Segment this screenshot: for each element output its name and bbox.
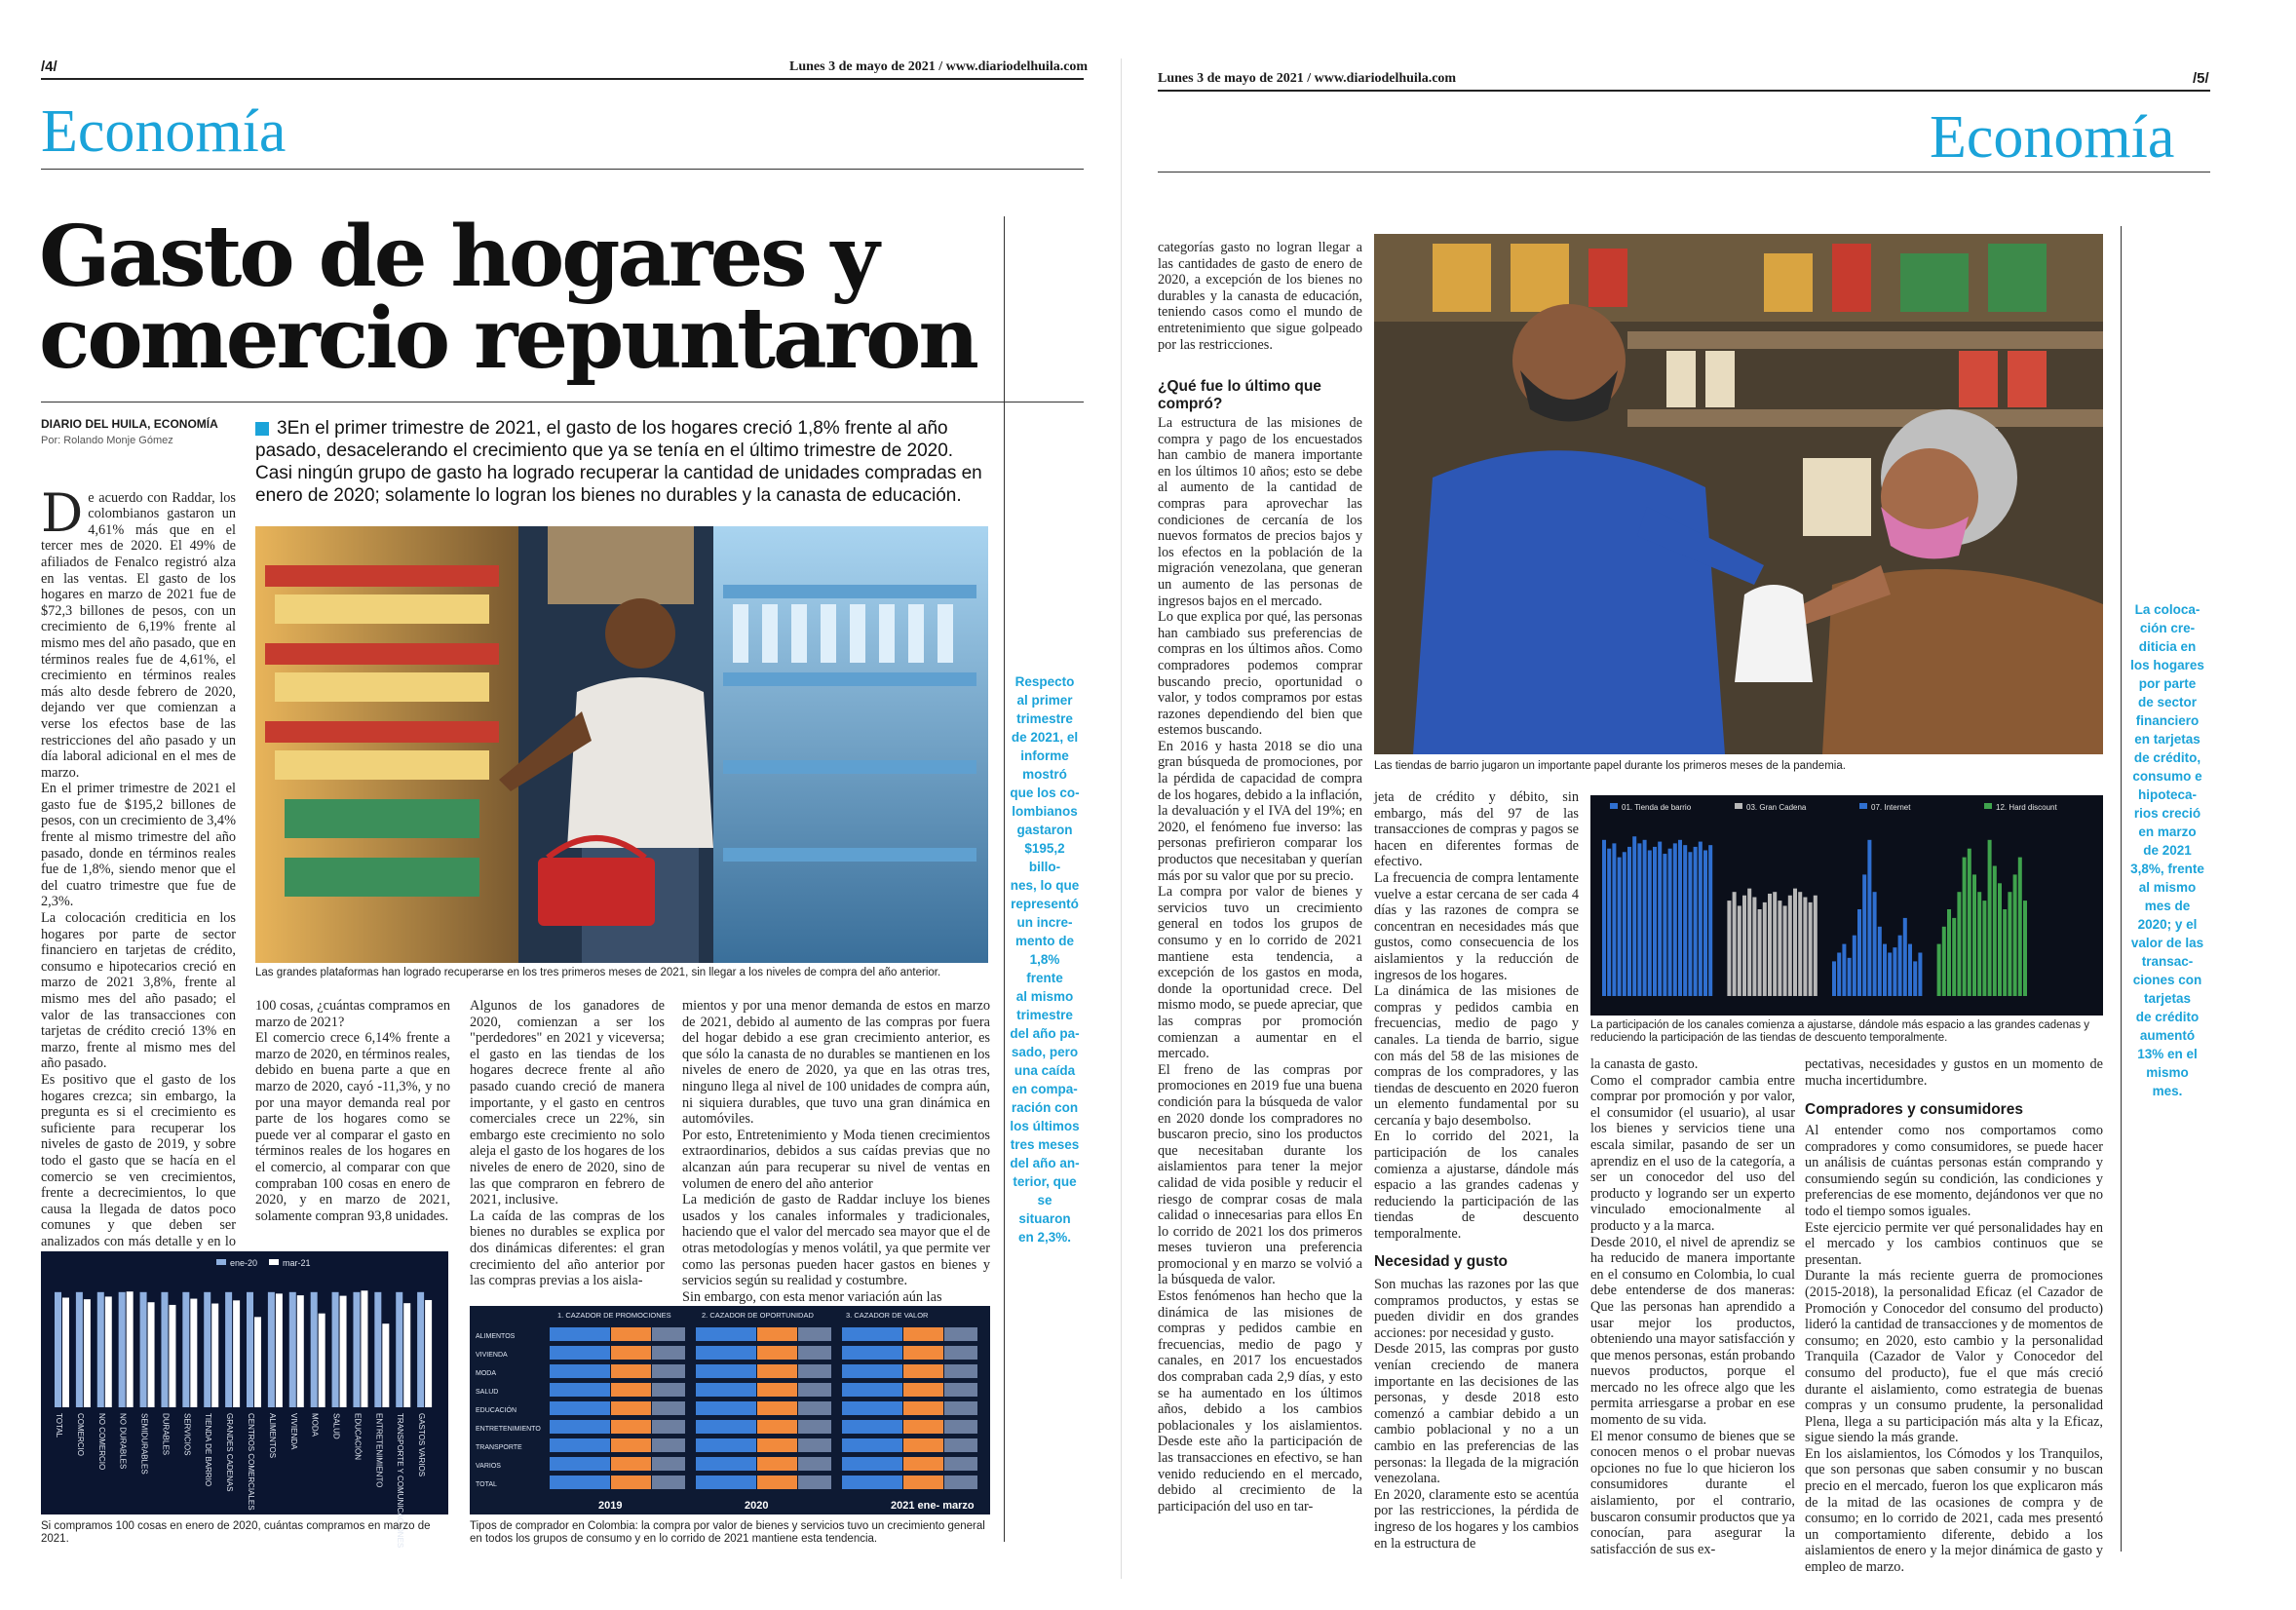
bar	[1607, 849, 1611, 996]
category-label: ENTRETENIMIENTO	[374, 1413, 384, 1488]
bar	[319, 1314, 325, 1407]
sidebar-divider-right	[2121, 226, 2122, 1552]
table-cell	[550, 1476, 610, 1489]
bar	[1699, 842, 1703, 996]
row-label: EDUCACIÓN	[476, 1407, 517, 1414]
column-3: Algunos de los ganadores de 2020, comienzan a ser los "perdedores" en 2021 y viceversa; el gasto en las tiendas de los hogares decrece frente al año pasado cuando creció de manera importante, y el gasto en centros comerciales crece un 22%, sin embargo este crecimiento no solo aleja el gasto de los hogares de los niveles de enero de 2020, sino de las que compraron en febrero de 2021, inclusive. La caída de las compras de los bienes no durables se explica por dos dinámicas diferentes: el gran crecimiento del año anterior por las compras previas a los aisla-	[470, 998, 665, 1289]
bar	[1623, 852, 1626, 996]
bar	[2003, 909, 2007, 996]
bar	[1668, 849, 1672, 996]
bar	[403, 1303, 410, 1407]
table-cell	[903, 1327, 943, 1341]
bar	[76, 1292, 83, 1407]
r-column-3: la canasta de gasto. Como el comprador cambia entre comprar por promoción y por valor, el consumidor (el usuario), al usar los bienes y servicios tiene una escala similar, pasando de ser un aprendiz en el uso de la categoría, a ser un conocedor del uso del producto y logrando ser un experto vinculado emocionalmente al producto y a la marca. Desde 2010, el nivel de aprendiz se ha reducido de manera importante en el consumo en Colombia, lo cual debe entenderse de dos maneras: Que las personas han aprendido a usar mejor los productos, obteniendo una mayor satisfacción y que menos personas, están probando nuevos productos, porque el mercado no les ofrece algo que les permita arriesgarse a probar en ese momento de su vida. El menor consumo de bienes que se conocen menos o el probar nuevas opciones no fue lo que hicieron los consumidores durante el aislamiento, por el contrario, buscaron consumir productos que ya conocían, para asegurar la satisfacción de sus ex-	[1590, 1056, 1795, 1557]
row-label: SALUD	[476, 1389, 499, 1396]
channel-bar-chart	[1590, 795, 2103, 1016]
bar	[1873, 892, 1877, 996]
column-1	[41, 474, 236, 1249]
byline-author: Por: Rolando Monje Gómez	[41, 435, 173, 446]
table-cell	[903, 1346, 943, 1360]
category-label: NO DURABLES	[118, 1413, 128, 1470]
table-cell	[944, 1420, 977, 1434]
category-label: NO COMERCIO	[96, 1413, 106, 1471]
table-cell	[757, 1438, 797, 1452]
table-cell	[944, 1383, 977, 1397]
table-cell	[757, 1420, 797, 1434]
legend-swatch	[269, 1259, 279, 1265]
table-cell	[652, 1383, 685, 1397]
table-cell	[903, 1401, 943, 1415]
bar	[1683, 845, 1687, 996]
bar	[2013, 874, 2017, 996]
table-cell	[842, 1401, 902, 1415]
subhead-compradores-consumidores: Compradores y consumidores	[1805, 1101, 2023, 1118]
table-cell	[696, 1364, 756, 1378]
table-cell	[944, 1327, 977, 1341]
bar	[105, 1296, 112, 1407]
chart-1-caption: Si compramos 100 cosas en enero de 2020, cuántas compramos en marzo de 2021.	[41, 1520, 431, 1545]
bar	[1798, 892, 1802, 996]
table-cell	[611, 1401, 651, 1415]
r-column-1: La estructura de las misiones de compra y pago de los encuestados han cambio de manera importante en los últimos 10 años; esto se debe al aumento de la cantidad de compras para aprovechar las condiciones de cercanía de los nuevos formatos de precios bajos y los efectos en la población de la migración venezolana, que generan un aumento de las personas de ingresos bajos en el mercado. Lo que explica por qué, las personas han cambiado sus preferencias de compras en los últimos años. Como compradores podemos comprar buscando precio, oportunidad o valor, y todos compramos por estas razones dependiendo del bien que estemos buscando. En 2016 y hasta 2018 se dio una gran búsqueda de promociones, por la pérdida de capacidad de compra de los hogares, debido a la inflación, la devaluación y el IVA del 19%; en 2020, el fenómeno fue inverso: las personas prefirieron comparar los productos que necesitaban y querían más por su valor que por su precio. La compra por valor de bienes y servicios tuvo un crecimiento general en todos los grupos de consumo y en lo corrido de 2021 mantiene esta tendencia, a excepción de los gastos en moda, donde la oportunidad crece. Del mismo modo, se puede apreciar, que las compras por promoción comienzan a aumentar en el mercado. El freno de las compras por promociones en 2019 fue una buena condición para la búsqueda de valor en 2020 donde los compradores no buscaron precio, sino los productos que necesitaban durante los aislamientos para tener la mejor calidad de vida posible y reducir el riesgo de comprar cosas de mala calidad o innecesarias para ellos En lo corrido de 2021 los dos primeros meses tuvieron una preferencia promocional y en marzo se volvió a la búsqueda de valor. Estos fenómenos han hecho que la dinámica de las misiones de compras y pedidos cambie en frecuencias, medio de pago y canales, en 2017 los encuestados dos compraban cada 2,9 días, y esto se ha aumentado en los últimos años, debido a los cambios poblacionales y los aislamientos. Desde este año la participación de las transacciones en efectivo, se han venido reduciendo en el mercado, debido al crecimiento de la participación del uso en tar-	[1158, 415, 1362, 1514]
bar	[1952, 918, 1956, 996]
table-cell	[696, 1346, 756, 1360]
bar	[353, 1292, 360, 1407]
table-cell	[696, 1420, 756, 1434]
legend-label: 03. Gran Cadena	[1746, 803, 1807, 812]
bar	[182, 1292, 189, 1407]
table-cell	[757, 1476, 797, 1489]
table-cell	[550, 1346, 610, 1360]
table-cell	[903, 1420, 943, 1434]
dateline: Lunes 3 de mayo de 2021 / www.diariodelhuila.com	[789, 59, 1089, 74]
bar	[1972, 874, 1976, 996]
table-cell	[550, 1438, 610, 1452]
store-photo-caption: Las tiendas de barrio jugaron un importante papel durante los primeros meses de la pandemia.	[1374, 760, 1846, 772]
category-label: SALUD	[331, 1413, 341, 1439]
legend-label: mar-21	[283, 1258, 311, 1268]
bar	[1733, 892, 1737, 996]
page-number: /4/	[41, 58, 57, 75]
byline-org: DIARIO DEL HUILA, ECONOMÍA	[41, 417, 218, 431]
legend-label: 07. Internet	[1871, 803, 1911, 812]
table-cell	[611, 1457, 651, 1471]
category-label: TRANSPORTE Y COMUNICACIONES	[396, 1413, 405, 1549]
bar	[417, 1292, 424, 1407]
store-photo	[1374, 234, 2103, 754]
bar	[374, 1292, 381, 1407]
row-label: TRANSPORTE	[476, 1444, 522, 1451]
bar	[169, 1305, 175, 1407]
sidebar-divider	[1004, 216, 1005, 1542]
bar	[1814, 896, 1818, 996]
bar	[225, 1292, 232, 1407]
table-cell	[944, 1346, 977, 1360]
headline-line-1: Gasto de hogares y	[39, 208, 877, 306]
table-cell	[842, 1327, 902, 1341]
table-cell	[842, 1346, 902, 1360]
table-cell	[944, 1438, 977, 1452]
table-cell	[798, 1420, 831, 1434]
bar	[127, 1291, 134, 1407]
bar	[340, 1296, 347, 1407]
bar	[254, 1317, 261, 1407]
row-label: MODA	[476, 1370, 496, 1377]
dateline-right: Lunes 3 de mayo de 2021 / www.diariodelhuila.com	[1158, 71, 1457, 86]
bar	[425, 1300, 432, 1407]
bar	[2008, 892, 2011, 996]
table-cell	[611, 1476, 651, 1489]
table-cell	[757, 1383, 797, 1397]
bar	[140, 1292, 147, 1407]
table-cell	[696, 1438, 756, 1452]
bar	[1627, 847, 1631, 996]
bar	[1763, 902, 1767, 996]
section-title: Economía	[41, 98, 287, 165]
table-cell	[903, 1476, 943, 1489]
bar	[1632, 836, 1636, 996]
bar	[1703, 850, 1707, 996]
pull-quote-right: La coloca- ción cre- diticia en los hogares por parte de sector financiero en tarjetas de crédito, consumo e hipoteca- rios creció en marzo de 2021 3,8%, frente al mismo mes de 2020; y el valor de las transac- ciones con tarjetas de crédito aumentó 13% en el mismo mes.	[2130, 602, 2204, 1098]
bar	[1837, 953, 1841, 997]
table-cell	[611, 1420, 651, 1434]
table-cell	[798, 1346, 831, 1360]
bar	[1653, 847, 1657, 996]
category-label: ALIMENTOS	[267, 1413, 277, 1459]
bar	[1998, 883, 2002, 996]
table-cell	[611, 1364, 651, 1378]
table-cell	[550, 1383, 610, 1397]
shopper-type-table	[470, 1306, 990, 1514]
bar	[1678, 840, 1682, 996]
bar	[1942, 927, 1946, 996]
neighborhood-store-image	[1374, 234, 2103, 754]
table-cell	[611, 1327, 651, 1341]
table-cell	[550, 1401, 610, 1415]
bar	[1809, 902, 1813, 996]
legend-label: 01. Tienda de barrio	[1622, 803, 1692, 812]
table-cell	[944, 1476, 977, 1489]
bar	[1752, 898, 1756, 996]
bar	[1648, 850, 1652, 996]
table-cell	[798, 1364, 831, 1378]
bar	[1988, 840, 1992, 996]
table-cell	[757, 1364, 797, 1378]
bar	[190, 1299, 197, 1407]
row-label: VARIOS	[476, 1463, 501, 1470]
table-cell	[696, 1457, 756, 1471]
supermarket-shopper-image	[255, 526, 988, 963]
column-2: 100 cosas, ¿cuántas compramos en marzo de 2021? El comercio crece 6,14% frente a marzo de 2020, en términos reales, debido en buena parte a que en marzo de 2020, cayó -11,3%, y no por una mayor demanda real por parte de los hogares como se puede ver al comparar el gasto en términos reales de los hogares en el comercio, al comparar con que compraban 100 cosas en enero de 2020, y en marzo de 2021, solamente compran 93,8 unidades.	[255, 998, 450, 1224]
table-cell	[903, 1457, 943, 1471]
bar	[1937, 944, 1941, 996]
bar	[233, 1300, 240, 1407]
table-cell	[842, 1457, 902, 1471]
legend-label: ene-20	[230, 1258, 258, 1268]
bar	[1903, 918, 1907, 996]
table-cell	[944, 1457, 977, 1471]
table-cell	[944, 1401, 977, 1415]
bar	[1773, 892, 1777, 996]
bar	[1842, 944, 1846, 996]
bar	[1747, 889, 1751, 996]
bar	[1963, 858, 1967, 996]
bar	[289, 1292, 296, 1407]
bar	[148, 1302, 155, 1407]
bar	[1758, 909, 1762, 996]
table-cell	[757, 1346, 797, 1360]
bar	[1658, 842, 1662, 996]
category-label: GASTOS VARIOS	[417, 1413, 427, 1477]
group-label: 2020	[745, 1500, 769, 1512]
bar	[297, 1295, 304, 1407]
bar	[1688, 852, 1692, 996]
legend-swatch	[1735, 803, 1742, 809]
bar	[1957, 892, 1961, 996]
bar	[2023, 901, 2027, 996]
column-1-text: e acuerdo con Raddar, los colombianos gastaron un 4,61% más que en el tercer mes de 2020. El 49% de afiliados de Fenalco registró alza en las ventas. El gasto de los hogares en marzo de 2021 fue de $72,3 billones de pesos, con un crecimiento de 6,19% frente al mismo mes del año pasado, que en términos reales fue de 4,61%, el crecimiento en términos reales más alto desde febrero de 2020, dejando ver que comienzan a verse los efectos base de las restricciones del año pasado y un día laboral adicional en el mes de marzo. En el primer trimestre de 2021 el gasto fue de $195,2 billones de pesos, con un crecimiento de 3,4% frente al mismo trimestre del año pasado, donde en términos reales fue de 1,8%, siendo menor que el del cuatro trimestre que fue de 2,3%. La colocación crediticia en los hogares por parte de sector financiero en tarjetas de crédito, consumo e hipotecarios creció en marzo de 2021 3,8%, frente al mismo mes del año pasado; el valor de las transacciones con tarjetas de crédito creció 13% en marzo, frente al mismo mes del año pasado. Es positivo que el gasto de los hogares crezca; sin embargo, la pregunta es si el crecimiento es suficiente para recuperar los niveles de gasto de 2019, y sobre todo el gasto que se hacía en el comercio se ven crecimientos, frente a decrecimientos, lo que causa la llegada de datos poco comunes y que deben ser analizados con más detalle y en lo	[41, 489, 236, 1249]
shopper-type-table-svg	[470, 1306, 990, 1514]
bar	[361, 1290, 367, 1407]
bar	[1768, 894, 1772, 996]
bar	[1727, 901, 1731, 996]
table-cell	[798, 1476, 831, 1489]
lead-paragraph	[255, 417, 988, 507]
column-4: mientos y por una menor demanda de estos en marzo de 2021, debido al aumento de las compras por fuera del hogar debido a ese gran crecimiento anterior, es que sólo la canasta de no durables se mantienen en los niveles de enero de 2020, ya que en las otras tres, ninguno llega al nivel de 100 unidades de compra aún, ni siquiera durables, que tuvo una gran dinámica en automóviles. Por esto, Entretenimiento y Moda tienen crecimientos extraordinarios, debidos a sus caídas previas que no alcanzan aún para recuperar su nivel de ventas en volumen de enero del año anterior La medición de gasto de Raddar incluye los bienes usados y los canales informales y tradicionales, haciendo que el valor del mercado sea mayor que el de otras metodologías y menos volátil, ya que permite ver como las personas pueden hacer gastos en bienes y servicios según su realidad y costumbre. Sin embargo, con esta menor variación aún las	[682, 998, 990, 1305]
bar	[1977, 892, 1981, 996]
bar	[247, 1292, 253, 1407]
table-cell	[652, 1457, 685, 1471]
table-cell	[842, 1420, 902, 1434]
bar	[1803, 898, 1807, 996]
drop-cap: D	[41, 481, 84, 544]
bar	[119, 1292, 126, 1407]
bar	[1788, 896, 1792, 996]
legend-swatch	[1610, 803, 1618, 809]
table-cell	[611, 1346, 651, 1360]
r-column-1-intro: categorías gasto no logran llegar a las cantidades de gasto de enero de 2020, a excepción de los bienes no durables y la canasta de educación, teniendo casos como el mundo de entretenimiento que sigue golpeado por las restricciones.	[1158, 240, 1362, 353]
table-cell	[652, 1476, 685, 1489]
column-header: 3. CAZADOR DE VALOR	[846, 1311, 929, 1320]
channel-bar-chart-svg	[1590, 795, 2103, 1016]
bar	[1908, 944, 1912, 996]
bar	[1893, 947, 1896, 996]
bar	[1947, 909, 1951, 996]
table-cell	[611, 1383, 651, 1397]
bar	[62, 1297, 69, 1407]
r-column-2b: Son muchas las razones por las que compramos productos, y estas se pueden dividir en dos grandes acciones: por necesidad y gusto. Desde 2015, las compras por gusto venían creciendo de manera importante en las decisiones de las personas, y desde 2018 esto comenzó a cambiar debido a un cambio poblacional y no a un cambio en las preferencias de las personas: la llegada de la migración venezolana. En 2020, claramente esto se acentúa por las restricciones, la pérdida de ingreso de los hogares y los cambios en la estructura de	[1374, 1277, 1579, 1552]
bar	[396, 1292, 402, 1407]
bar	[1612, 843, 1616, 996]
category-label: EDUCACIÓN	[353, 1413, 363, 1461]
table-cell	[903, 1438, 943, 1452]
channel-chart-caption: La participación de los canales comienza a ajustarse, dándole más espacio a las grandes cadenas y reduciendo la participación de las tiendas de descuento temporalmente.	[1590, 1019, 2090, 1044]
chart-2-caption: Tipos de comprador en Colombia: la compra por valor de bienes y servicios tuvo un crecimiento general en todos los grupos de consumo y en lo corrido de 2021 mantiene esta tendencia.	[470, 1520, 985, 1545]
bar	[1857, 909, 1861, 996]
category-label: GRANDES CADENAS	[225, 1413, 235, 1492]
table-cell	[842, 1383, 902, 1397]
row-label: TOTAL	[476, 1481, 497, 1488]
bar	[1993, 866, 1997, 997]
bar	[1913, 961, 1917, 996]
supermarket-photo	[255, 526, 988, 963]
bar	[84, 1299, 91, 1407]
bar	[1898, 936, 1902, 996]
column-header: 2. CAZADOR DE OPORTUNIDAD	[702, 1311, 814, 1320]
bar	[1848, 958, 1852, 996]
bar	[332, 1292, 339, 1407]
bar	[1637, 843, 1641, 996]
row-label: ALIMENTOS	[476, 1333, 516, 1340]
table-cell	[611, 1438, 651, 1452]
column-header: 1. CAZADOR DE PROMOCIONES	[557, 1311, 671, 1320]
bar	[276, 1293, 283, 1407]
table-cell	[696, 1401, 756, 1415]
bar	[1867, 840, 1871, 996]
bar	[55, 1292, 61, 1407]
bar	[311, 1292, 318, 1407]
table-cell	[842, 1476, 902, 1489]
page-number-right: /5/	[2193, 70, 2209, 87]
pull-quote: Respecto al primer trimestre de 2021, el informe mostró que los co- lombianos gastaron $195,2 billo- nes, lo que representó un incre- mento de 1,8% frente al mismo trimestre del año pa- sado, pero una caída en compa- ración con los últimos tres meses del año an- terior, que se situaron en 2,3%.	[1010, 674, 1080, 1245]
header-rule-right	[1158, 90, 2210, 92]
photo-1-caption: Las grandes plataformas han logrado recuperarse en los tres primeros meses de 2021, sin llegar a los niveles de compra del año anterior.	[255, 967, 941, 978]
bar	[1694, 847, 1698, 996]
bar	[1968, 849, 1971, 996]
table-cell	[696, 1383, 756, 1397]
table-cell	[652, 1327, 685, 1341]
category-label: TIENDA DE BARRIO	[204, 1413, 213, 1487]
category-label: CENTROS COMERCIALES	[247, 1413, 255, 1511]
bar	[1618, 858, 1622, 996]
bar	[161, 1292, 168, 1407]
bar	[268, 1292, 275, 1407]
bar	[382, 1323, 389, 1407]
table-cell	[842, 1438, 902, 1452]
group-label: 2019	[598, 1500, 623, 1512]
bar	[1853, 936, 1856, 996]
subhead-necesidad-gusto: Necesidad y gusto	[1374, 1253, 1508, 1270]
r-column-4: Al entender como nos comportamos como compradores y como consumidores, se puede hacer un análisis de cuántas personas están comprando y consumiendo según su condición, las condiciones y preferencias de ese momento, dejándonos ver que no todo el tiempo somos iguales. Este ejercicio permite ver qué personalidades hay en el mercado y los cambios continuos que se presentan. Durante la más reciente guerra de promociones (2015-2018), la personalidad Eficaz (el Cazador de Promoción y Conocedor del consumo del producto) lideró la cantidad de transacciones y de momentos de consumo; en 2020, esto cambio y la personalidad Tranquila (Cazador de Valor y Conocedor del consumo del producto), fue el que más creció durante el aislamiento, como estrategia de buenas compras y un consumo prudente, la personalidad Plena, llega a su participación más alta y la Eficaz, sigue siendo la más grande. En los aislamientos, los Cómodos y los Tranquilos, que son personas que saben consumir y no buscan precio en el mercado, fueron los que explicaron más de la mitad de las ocasiones de compra y de consumo; en lo corrido de 2021, cada mes presentó un comportamiento diferente, debido a los aislamientos de enero y la mejor dinámica de gasto y empleo de marzo.	[1805, 1123, 2103, 1576]
table-cell	[652, 1364, 685, 1378]
category-label: SEMIDURABLES	[139, 1413, 149, 1475]
legend-swatch	[216, 1259, 226, 1265]
bar	[1918, 953, 1922, 997]
headline-line-2: comercio repuntaron	[39, 289, 976, 389]
lead-bullet-icon	[255, 422, 269, 436]
bar	[204, 1292, 210, 1407]
subhead-ultimo-compro: ¿Qué fue lo último que compró?	[1158, 378, 1321, 412]
table-cell	[757, 1327, 797, 1341]
bar	[1673, 843, 1677, 996]
table-cell	[757, 1401, 797, 1415]
legend-label: 12. Hard discount	[1996, 803, 2057, 812]
table-cell	[652, 1438, 685, 1452]
table-cell	[652, 1346, 685, 1360]
bar	[1878, 927, 1882, 996]
table-cell	[696, 1476, 756, 1489]
bar	[1738, 905, 1741, 996]
table-cell	[550, 1364, 610, 1378]
category-label: DURABLES	[161, 1413, 171, 1456]
table-cell	[798, 1383, 831, 1397]
r-column-4-intro: pectativas, necesidades y gustos en un momento de mucha incertidumbre.	[1805, 1056, 2103, 1089]
headline	[39, 208, 1072, 389]
table-cell	[944, 1364, 977, 1378]
bar	[1888, 953, 1892, 997]
bar	[1982, 901, 1986, 996]
table-cell	[757, 1457, 797, 1471]
section-rule	[41, 169, 1084, 170]
table-cell	[550, 1327, 610, 1341]
bar	[1862, 874, 1866, 996]
table-cell	[903, 1383, 943, 1397]
category-label: TOTAL	[55, 1413, 63, 1438]
row-label: ENTRETENIMIENTO	[476, 1426, 541, 1433]
row-label: VIVIENDA	[476, 1352, 508, 1359]
bar	[211, 1304, 218, 1407]
table-cell	[798, 1401, 831, 1415]
legend-swatch	[1984, 803, 1992, 809]
table-cell	[798, 1327, 831, 1341]
table-cell	[696, 1327, 756, 1341]
table-cell	[842, 1364, 902, 1378]
bar	[1783, 905, 1787, 996]
table-cell	[652, 1420, 685, 1434]
bar	[1793, 889, 1797, 996]
category-label: SERVICIOS	[182, 1413, 192, 1456]
table-cell	[903, 1364, 943, 1378]
r-column-2: jeta de crédito y débito, sin embargo, más del 97 de las transacciones de compras y pagos se hacen en diferentes formas de efectivo. La frecuencia de compra lentamente vuelve a estar cercana de ser cada 4 días y las razones de compra se concentran en necesidades más que gustos, como consecuencia de los aislamientos y la reducción de ingresos de los hogares. La dinámica de las misiones de compras y pedidos cambia en frecuencias, medio de pago y canales. La tienda de barrio, sigue con más del 58 de las misiones de compras de los compradores, y las tiendas de descuento en 2020 fueron un elemento fundamental por su cercanía y bajo desembolso. En lo corrido del 2021, la participación de los canales comienza a ajustarse, dándole más espacio a las grandes cadenas y reduciendo la participación de las tiendas de descuento temporalmente.	[1374, 789, 1579, 1243]
bar	[1883, 944, 1887, 996]
bar	[1832, 961, 1836, 996]
category-label: MODA	[310, 1413, 320, 1437]
bar	[1663, 854, 1666, 996]
table-cell	[798, 1457, 831, 1471]
bar	[97, 1292, 104, 1407]
bar	[1643, 840, 1647, 996]
bar	[1778, 901, 1781, 996]
section-title-right: Economía	[1930, 104, 2175, 171]
category-label: COMERCIO	[75, 1413, 85, 1456]
bar	[1742, 896, 1746, 996]
gutter	[1121, 58, 1122, 1579]
header-rule	[41, 78, 1084, 80]
bar	[1708, 845, 1712, 996]
table-cell	[550, 1420, 610, 1434]
table-cell	[550, 1457, 610, 1471]
lead-text: 3En el primer trimestre de 2021, el gasto de los hogares creció 1,8% frente al año pasado, desacelerando el crecimiento que ya se tenía en el último trimestre de 2020. Casi ningún grupo de gasto ha logrado recuperar la cantidad de unidades compradas en enero de 2020; solamente lo logran los bienes no durables y la canasta de educación.	[255, 418, 982, 506]
table-cell	[798, 1438, 831, 1452]
bar	[2018, 858, 2022, 996]
byline	[41, 417, 236, 446]
bar	[1602, 840, 1606, 996]
group-label: 2021 ene- marzo	[891, 1500, 975, 1512]
legend-swatch	[1859, 803, 1867, 809]
category-label: VIVIENDA	[288, 1413, 298, 1450]
table-cell	[652, 1401, 685, 1415]
